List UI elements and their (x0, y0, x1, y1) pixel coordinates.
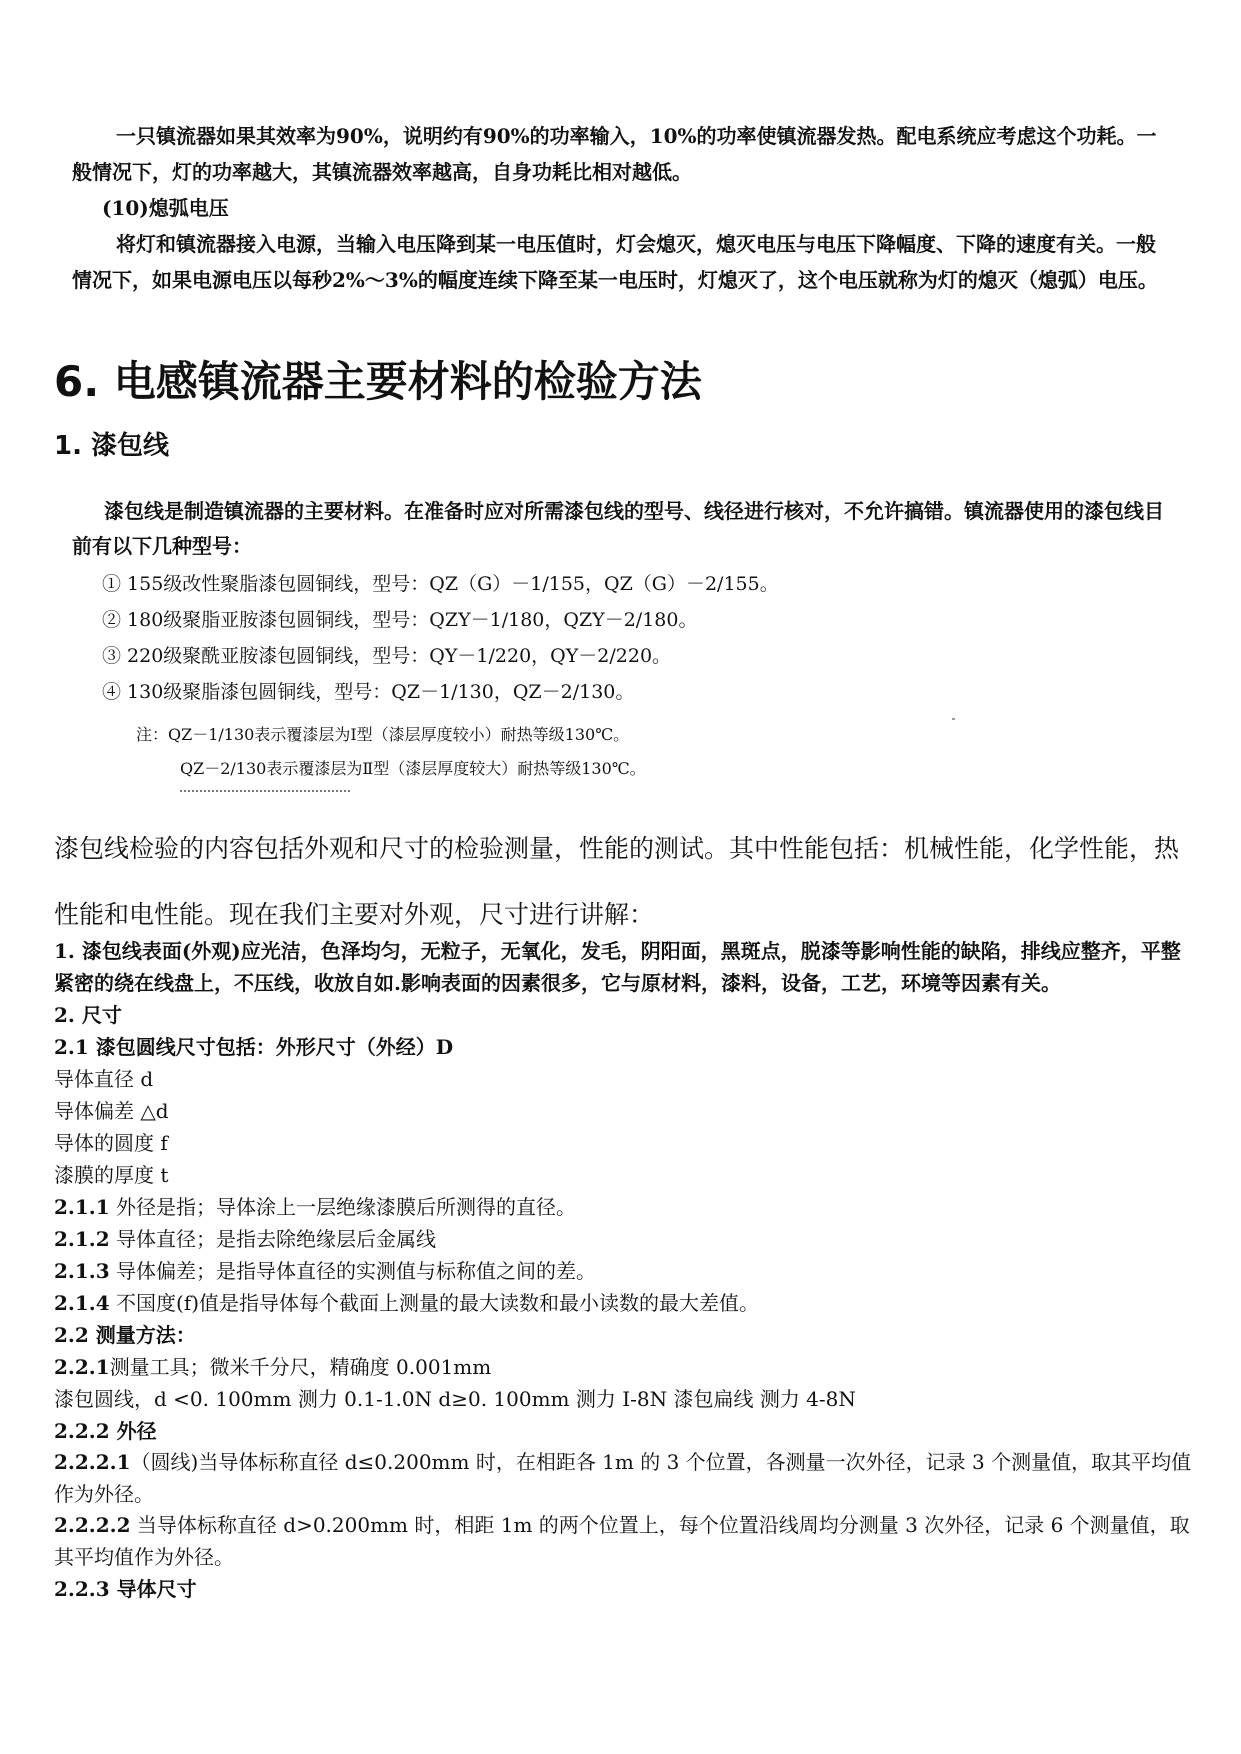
appearance-paragraph (54, 936, 1194, 999)
wire-type-list (102, 566, 779, 710)
clause-number: 2.1.3 (54, 1259, 110, 1283)
clause-text: （圆线)当导体标称直径 d≤0.200mm 时，在相距各 1m 的 3 个位置，各测量一次外径，记录 3 个测量值，取其平均值作为外径。 (54, 1450, 1192, 1506)
dimension-item: 漆膜的厚度 t (54, 1163, 169, 1187)
note-line: 注：QZ－1/130表示覆漆层为Ⅰ型（漆层厚度较小）耐热等级130℃。 (136, 725, 630, 744)
section-2-2-2-2 (54, 1510, 1194, 1573)
clause-number: 2.1.2 (54, 1227, 110, 1251)
note-line: QZ－2/130表示覆漆层为Ⅱ型（漆层厚度较大）耐热等级130℃。 (180, 759, 646, 778)
clause-number: 2.2.1 (54, 1355, 110, 1379)
subsection-heading: 1. 漆包线 (54, 431, 170, 461)
clause-text: 导体偏差；是指导体直径的实测值与标称值之间的差。 (109, 1259, 597, 1283)
notes-block (136, 718, 646, 786)
force-line: 漆包圆线，d <0. 100mm 测力 0.1-1.0N d≥0. 100mm 测力 I-8N 漆包扁线 测力 4-8N (54, 1387, 856, 1411)
arc-voltage-title: (10)熄弧电压 (102, 196, 229, 220)
list-item: ② 180级聚脂亚胺漆包圆铜线，型号：QZY－1/180，QZY－2/180。 (102, 609, 698, 631)
clause-text: 不国度(f)值是指导体每个截面上测量的最大读数和最小读数的最大差值。 (109, 1291, 760, 1315)
section-2-title: 2. 尺寸 (54, 1003, 122, 1027)
section-2-2-1 (54, 1351, 1194, 1383)
list-item: ① 155级改性聚脂漆包圆铜线，型号：QZ（G）－1/155，QZ（G）－2/155。 (102, 573, 779, 595)
efficiency-paragraph: 一只镇流器如果其效率为90%，说明约有90%的功率输入，10%的功率使镇流器发热。配电系统应考虑这个功耗。一般情况下，灯的功率越大，其镇流器效率越高，自身功耗比相对越低。 (72, 124, 1157, 184)
clause-number: 2.2.2.2 (54, 1513, 131, 1537)
dimension-item: 导体偏差 △d (54, 1099, 169, 1123)
list-item: ④ 130级聚脂漆包圆铜线，型号：QZ－1/130，QZ－2/130。 (102, 681, 635, 703)
arc-voltage-paragraph: 将灯和镇流器接入电源，当输入电压降到某一电压值时，灯会熄灭，熄灭电压与电压下降幅度、下降的速度有关。一般情况下，如果电源电压以每秒2%～3%的幅度连续下降至某一电压时，灯熄灭了，这个电压就称为灯的熄灭（熄弧）电压。 (72, 232, 1158, 292)
body-text (54, 936, 1194, 1605)
clause-number: 2.1.1 (54, 1195, 110, 1219)
clause-text: 导体直径；是指去除绝缘层后金属线 (109, 1227, 437, 1251)
clause-text: 外径是指；导体涂上一层绝缘漆膜后所测得的直径。 (109, 1195, 577, 1219)
scanned-text-block (72, 118, 1162, 298)
list-item: ③ 220级聚酰亚胺漆包圆铜线，型号：QY－1/220，QY－2/220。 (102, 645, 672, 667)
section-2-2-3-title: 2.2.3 导体尺寸 (54, 1577, 197, 1601)
clause-text: 当导体标称直径 d>0.200mm 时，相距 1m 的两个位置上，每个位置沿线周均分测量 3 次外径，记录 6 个测量值，取其平均值作为外径。 (54, 1513, 1190, 1569)
enamel-intro-block (72, 494, 1182, 564)
dimension-item: 导体直径 d (54, 1067, 154, 1091)
section-2-2-title: 2.2 测量方法： (54, 1323, 196, 1347)
section-2-1-3 (54, 1255, 1194, 1287)
enamel-intro-paragraph: 漆包线是制造镇流器的主要材料。在准备时应对所需漆包线的型号、线径进行核对，不允许搞错。镇流器使用的漆包线目前有以下几种型号： (72, 499, 1164, 558)
dimension-item: 导体的圆度 f (54, 1131, 168, 1155)
clause-number: 2.1.4 (54, 1291, 110, 1315)
section-heading: 6. 电感镇流器主要材料的检验方法 (54, 357, 702, 406)
section-2-1-title: 2.1 漆包圆线尺寸包括：外形尺寸（外经）D (54, 1035, 454, 1059)
appearance-text: 1. 漆包线表面(外观)应光洁，色泽均匀，无粒子，无氧化，发毛，阴阳面，黑斑点，脱漆等影响性能的缺陷，排线应整齐，平整紧密的绕在线盘上，不压线，收放自如.影响表面的因素很多，它与原材料，漆料，设备，工艺，环境等因素有关。 (54, 939, 1181, 995)
section-2-1-4 (54, 1287, 1194, 1319)
cut-off-line (180, 790, 350, 796)
section-2-2-2-1 (54, 1447, 1194, 1510)
section-2-1-1 (54, 1191, 1194, 1223)
section-2-2-2-title: 2.2.2 外径 (54, 1419, 157, 1443)
section-2-1-2 (54, 1223, 1194, 1255)
clause-text: 测量工具；微米千分尺，精确度 0.001mm (109, 1355, 492, 1379)
inspection-paragraph: 漆包线检验的内容包括外观和尺寸的检验测量，性能的测试。其中性能包括：机械性能，化学性能，热性能和电性能。现在我们主要对外观，尺寸进行讲解： (54, 834, 1180, 929)
scan-speck (952, 718, 955, 720)
clause-number: 2.2.2.1 (54, 1450, 131, 1474)
